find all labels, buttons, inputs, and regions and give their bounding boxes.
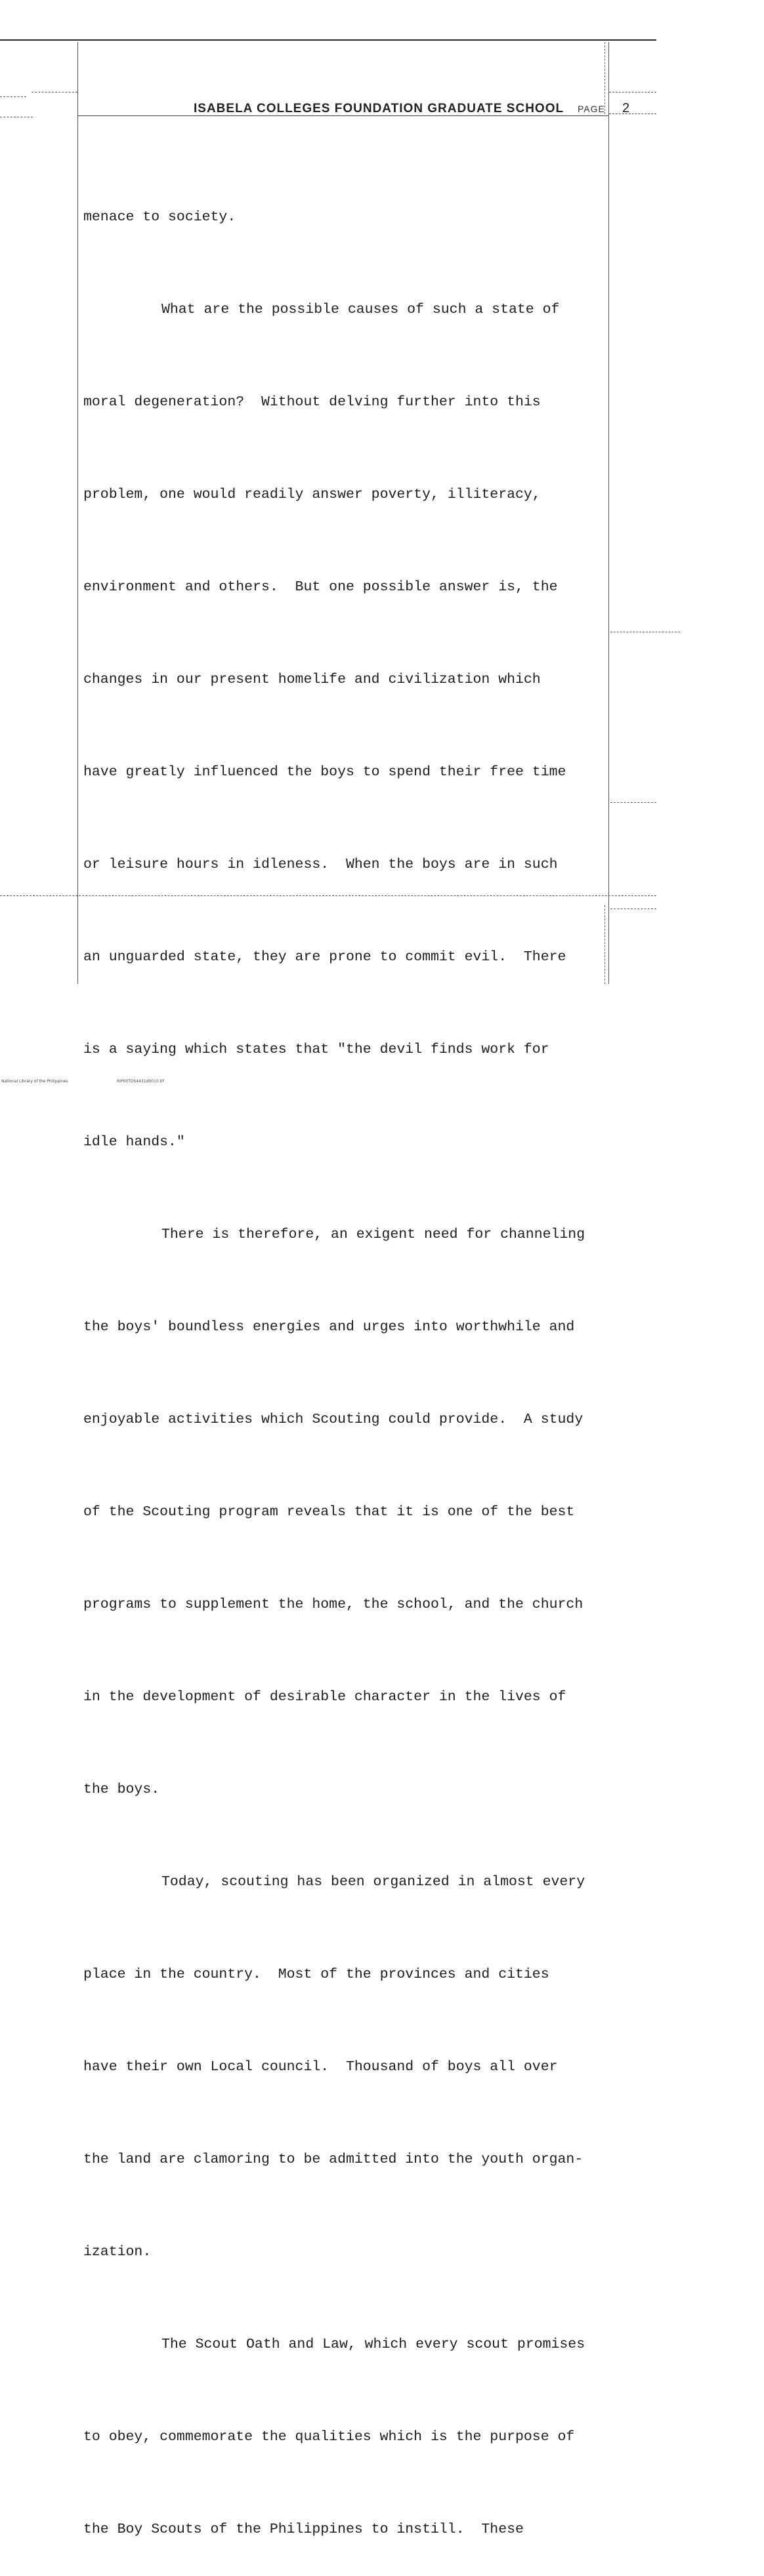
text-line: ization. <box>83 2244 152 2260</box>
paragraph-start-line: The Scout Oath and Law, which every scout promises <box>161 2337 585 2352</box>
text-line: changes in our present homelife and civilization which <box>83 672 541 687</box>
text-line: place in the country. Most of the provinces and cities <box>83 1967 549 1982</box>
top-border-line <box>0 39 656 41</box>
paragraph-start-line: Today, scouting has been organized in almost every <box>161 1874 585 1890</box>
text-line: is a saying which states that "the devil finds work for <box>83 1042 549 1057</box>
text-line: the land are clamoring to be admitted into the youth organ- <box>83 2152 584 2167</box>
text-line: have greatly influenced the boys to spend their free time <box>83 764 566 780</box>
text-line: enjoyable activities which Scouting could provide. A study <box>83 1412 584 1427</box>
margin-mark <box>0 96 26 97</box>
text-line: the boys. <box>83 1782 160 1797</box>
page-label: PAGE <box>578 104 605 114</box>
text-line: in the development of desirable character in the lives of <box>83 1689 566 1705</box>
margin-mark <box>609 113 656 114</box>
text-line: moral degeneration? Without delving further into this <box>83 394 541 410</box>
scan-library-credit: National Library of the Philippines <box>1 1079 68 1084</box>
paragraph-start-line: There is therefore, an exigent need for channeling <box>161 1227 585 1242</box>
paragraph-start-line: What are the possible causes of such a state of <box>161 302 560 317</box>
scan-filename: RIP00TDS4431d0010.tif <box>117 1079 164 1084</box>
document-body <box>83 140 648 2576</box>
text-line: idle hands." <box>83 1134 185 1150</box>
text-line: of the Scouting program reveals that it is one of the best <box>83 1504 575 1520</box>
page-number: 2 <box>622 101 630 115</box>
text-line: programs to supplement the home, the school, and the church <box>83 1597 584 1612</box>
text-line: menace to society. <box>83 209 236 225</box>
text-line: problem, one would readily answer poverty, illiteracy, <box>83 487 541 502</box>
text-line: or leisure hours in idleness. When the boys are in such <box>83 857 558 872</box>
text-line: an unguarded state, they are prone to commit evil. There <box>83 949 566 965</box>
text-line: the Boy Scouts of the Philippines to instill. These <box>83 2522 524 2537</box>
text-line: environment and others. But one possible answer is, the <box>83 579 558 595</box>
left-margin-line <box>77 42 78 984</box>
text-line: to obey, commemorate the qualities which is the purpose of <box>83 2429 575 2445</box>
page-title: ISABELA COLLEGES FOUNDATION GRADUATE SCHOOL <box>194 102 564 115</box>
text-line: have their own Local council. Thousand of boys all over <box>83 2059 558 2075</box>
text-line: the boys' boundless energies and urges into worthwhile and <box>83 1319 575 1335</box>
